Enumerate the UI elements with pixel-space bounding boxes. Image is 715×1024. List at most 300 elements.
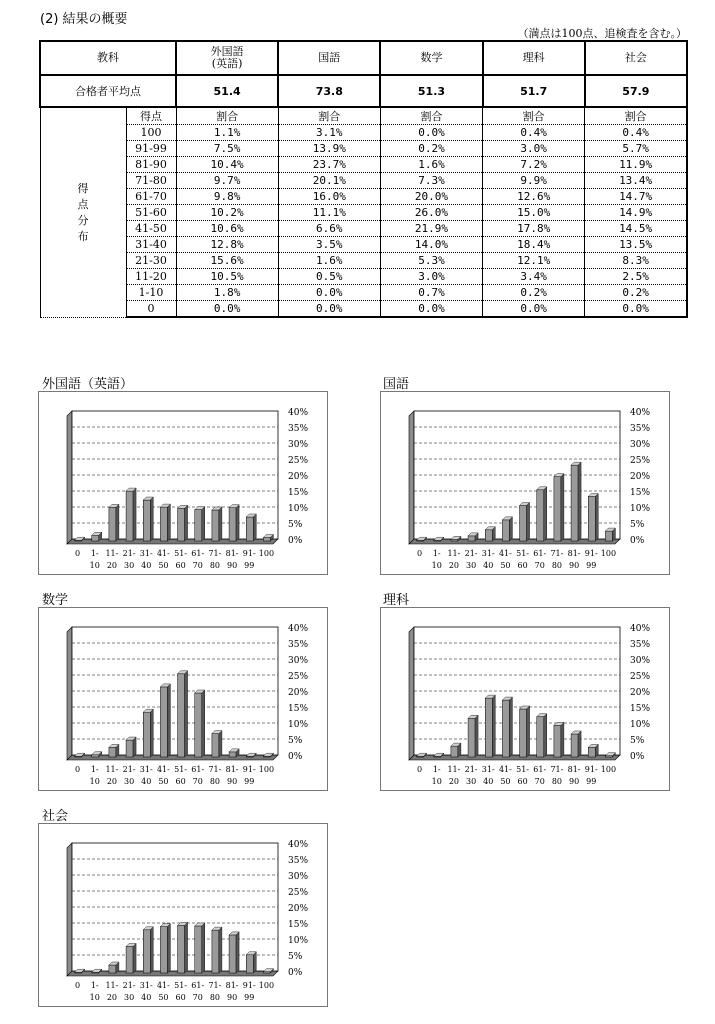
bar-front bbox=[485, 530, 492, 541]
ratio-value: 7.5% bbox=[176, 141, 278, 157]
ratio-value: 0.0% bbox=[380, 301, 482, 318]
x-tick-label: 50 bbox=[158, 777, 169, 786]
y-tick-label: 5% bbox=[288, 520, 303, 530]
x-tick-label: 1- bbox=[432, 765, 441, 774]
table-row bbox=[40, 221, 687, 237]
bar-front bbox=[229, 752, 236, 757]
ratio-value: 13.9% bbox=[278, 141, 380, 157]
bar-side bbox=[492, 695, 495, 757]
ratio-header: 割合 bbox=[483, 107, 585, 125]
x-tick-label: 40 bbox=[141, 993, 152, 1002]
x-tick-label: 20 bbox=[106, 993, 118, 1002]
y-tick-label: 0% bbox=[288, 536, 303, 546]
bar bbox=[195, 923, 205, 973]
ratio-value: 14.0% bbox=[380, 237, 482, 253]
y-tick-label: 35% bbox=[288, 856, 309, 866]
bar bbox=[178, 671, 188, 757]
x-tick-label: 20 bbox=[106, 561, 118, 570]
x-tick-label: 30 bbox=[465, 777, 477, 786]
bar bbox=[126, 943, 136, 973]
average-value: 51.7 bbox=[483, 75, 585, 107]
bar bbox=[451, 743, 461, 757]
bar-front bbox=[554, 477, 561, 541]
ratio-value: 9.9% bbox=[483, 173, 585, 189]
ratio-value: 26.0% bbox=[380, 205, 482, 221]
x-tick-label: 21- bbox=[464, 549, 478, 558]
chart-side-wall bbox=[67, 411, 72, 544]
bar-front bbox=[143, 500, 150, 541]
bar bbox=[229, 932, 239, 973]
x-tick-label: 61- bbox=[533, 765, 547, 774]
ratio-value: 11.9% bbox=[585, 157, 687, 173]
x-tick-label: 30 bbox=[123, 561, 135, 570]
ratio-value: 3.1% bbox=[278, 125, 380, 141]
ratio-value: 18.4% bbox=[483, 237, 585, 253]
bar-front bbox=[537, 717, 544, 757]
x-tick-label: 99 bbox=[244, 561, 255, 570]
bar-front bbox=[126, 740, 133, 757]
y-tick-label: 40% bbox=[630, 624, 651, 634]
y-tick-label: 40% bbox=[288, 624, 309, 634]
bar bbox=[109, 744, 119, 757]
bar bbox=[160, 924, 170, 973]
bar bbox=[160, 504, 170, 541]
chart-social bbox=[38, 823, 328, 1007]
x-tick-label: 100 bbox=[600, 765, 617, 774]
bar-front bbox=[212, 734, 219, 757]
bar-front bbox=[263, 537, 270, 541]
bar-front bbox=[160, 507, 167, 541]
x-tick-label: 51- bbox=[516, 765, 530, 774]
x-tick-label: 41- bbox=[498, 549, 512, 558]
bar-front bbox=[195, 510, 202, 541]
chart-side-wall bbox=[67, 627, 72, 760]
x-tick-label: 81- bbox=[567, 765, 581, 774]
x-tick-label: 10 bbox=[89, 561, 100, 570]
x-tick-label: 61- bbox=[533, 549, 547, 558]
x-tick-label: 0 bbox=[75, 981, 81, 990]
chart-title-japanese: 国語 bbox=[383, 377, 410, 392]
bar-front bbox=[92, 755, 99, 757]
ratio-value: 0.0% bbox=[380, 125, 482, 141]
x-tick-label: 50 bbox=[500, 777, 511, 786]
bar bbox=[143, 927, 153, 973]
bar-front bbox=[451, 539, 458, 541]
ratio-value: 0.0% bbox=[176, 301, 278, 318]
y-tick-label: 0% bbox=[288, 752, 303, 762]
x-tick-label: 0 bbox=[417, 549, 423, 558]
bar-side bbox=[219, 731, 222, 757]
bar-side bbox=[253, 514, 256, 541]
y-tick-label: 20% bbox=[630, 472, 651, 482]
y-tick-label: 5% bbox=[288, 952, 303, 962]
bar-side bbox=[509, 697, 512, 757]
bar bbox=[520, 502, 530, 541]
y-tick-label: 35% bbox=[288, 424, 309, 434]
score-range: 81-90 bbox=[126, 157, 176, 173]
x-tick-label: 80 bbox=[551, 777, 563, 786]
chart-science bbox=[380, 607, 670, 791]
bar-side bbox=[185, 671, 188, 757]
bar-side bbox=[167, 504, 170, 541]
bar bbox=[537, 487, 547, 541]
ratio-value: 11.1% bbox=[278, 205, 380, 221]
bar-side bbox=[202, 690, 205, 757]
bar-side bbox=[561, 474, 564, 541]
ratio-header: 割合 bbox=[278, 107, 380, 125]
bar-front bbox=[109, 747, 116, 757]
ratio-value: 0.0% bbox=[278, 301, 380, 318]
ratio-value: 10.2% bbox=[176, 205, 278, 221]
y-tick-label: 5% bbox=[288, 736, 303, 746]
ratio-value: 15.0% bbox=[483, 205, 585, 221]
x-tick-label: 30 bbox=[123, 777, 135, 786]
x-tick-label: 90 bbox=[226, 777, 238, 786]
bar bbox=[212, 731, 222, 757]
bar-side bbox=[150, 497, 153, 541]
distribution-cell bbox=[40, 107, 126, 317]
score-header: 得点 bbox=[126, 107, 176, 125]
bar-front bbox=[451, 746, 458, 757]
x-tick-label: 70 bbox=[192, 561, 203, 570]
x-tick-label: 31- bbox=[139, 765, 153, 774]
y-tick-label: 35% bbox=[630, 424, 651, 434]
table-row bbox=[40, 269, 687, 285]
x-tick-label: 1- bbox=[432, 549, 441, 558]
bar bbox=[126, 488, 136, 541]
bar bbox=[195, 690, 205, 757]
bar bbox=[554, 722, 564, 757]
bar bbox=[485, 527, 495, 541]
bar bbox=[605, 528, 615, 541]
x-tick-label: 99 bbox=[586, 777, 597, 786]
table-row bbox=[40, 173, 687, 189]
section-heading: (2) 結果の概要 bbox=[40, 12, 128, 27]
y-tick-label: 10% bbox=[288, 720, 309, 730]
bar-side bbox=[133, 488, 136, 541]
bar-side bbox=[544, 487, 547, 541]
bar bbox=[195, 507, 205, 541]
y-tick-label: 35% bbox=[288, 640, 309, 650]
x-tick-label: 40 bbox=[483, 777, 494, 786]
y-tick-label: 0% bbox=[630, 536, 645, 546]
chart-side-wall bbox=[409, 627, 414, 760]
bar-front bbox=[126, 491, 133, 541]
score-range: 0 bbox=[126, 301, 176, 318]
x-tick-label: 0 bbox=[75, 765, 81, 774]
bar-side bbox=[475, 715, 478, 757]
ratio-value: 14.9% bbox=[585, 205, 687, 221]
x-tick-label: 81- bbox=[225, 981, 239, 990]
bar-front bbox=[502, 700, 509, 757]
bar-front bbox=[229, 508, 236, 541]
x-tick-label: 99 bbox=[244, 993, 255, 1002]
y-tick-label: 30% bbox=[630, 440, 651, 450]
x-tick-label: 20 bbox=[448, 561, 460, 570]
table-row bbox=[40, 141, 687, 157]
bar bbox=[212, 927, 222, 973]
ratio-value: 23.7% bbox=[278, 157, 380, 173]
bar-side bbox=[133, 943, 136, 973]
ratio-value: 20.0% bbox=[380, 189, 482, 205]
bar-front bbox=[468, 718, 475, 757]
bar-front bbox=[126, 946, 133, 973]
table-row bbox=[40, 253, 687, 269]
chart-title-math: 数学 bbox=[42, 593, 69, 608]
ratio-value: 5.3% bbox=[380, 253, 482, 269]
bar bbox=[502, 517, 512, 541]
table-row bbox=[40, 189, 687, 205]
x-tick-label: 40 bbox=[141, 561, 152, 570]
bar-front bbox=[160, 687, 167, 757]
ratio-value: 5.7% bbox=[585, 141, 687, 157]
y-tick-label: 25% bbox=[630, 672, 651, 682]
bar-front bbox=[246, 517, 253, 541]
x-tick-label: 10 bbox=[89, 777, 100, 786]
x-tick-label: 50 bbox=[158, 993, 169, 1002]
subject-name: 数学 bbox=[380, 41, 482, 75]
ratio-value: 20.1% bbox=[278, 173, 380, 189]
bar-side bbox=[578, 731, 581, 757]
bar bbox=[554, 474, 564, 541]
x-tick-label: 20 bbox=[448, 777, 460, 786]
x-tick-label: 90 bbox=[568, 777, 580, 786]
bar-front bbox=[109, 965, 116, 973]
bar-side bbox=[150, 927, 153, 973]
x-tick-label: 51- bbox=[174, 765, 188, 774]
bar-front bbox=[212, 510, 219, 541]
subject-name: 理科 bbox=[483, 41, 585, 75]
bar-front bbox=[588, 747, 595, 757]
x-tick-label: 51- bbox=[174, 981, 188, 990]
y-tick-label: 35% bbox=[630, 640, 651, 650]
ratio-value: 3.0% bbox=[380, 269, 482, 285]
x-tick-label: 11- bbox=[105, 981, 119, 990]
score-range: 71-80 bbox=[126, 173, 176, 189]
ratio-value: 0.0% bbox=[585, 301, 687, 318]
x-tick-label: 71- bbox=[550, 549, 564, 558]
bar-side bbox=[185, 505, 188, 541]
average-label: 合格者平均点 bbox=[40, 75, 176, 107]
x-tick-label: 31- bbox=[139, 981, 153, 990]
x-tick-label: 41- bbox=[156, 981, 170, 990]
y-tick-label: 5% bbox=[630, 520, 645, 530]
y-tick-label: 20% bbox=[288, 904, 309, 914]
y-tick-label: 15% bbox=[288, 704, 309, 714]
bar-front bbox=[571, 734, 578, 757]
chart-title-social: 社会 bbox=[42, 809, 69, 824]
bar-front bbox=[554, 725, 561, 757]
x-tick-label: 40 bbox=[141, 777, 152, 786]
x-tick-label: 60 bbox=[175, 993, 186, 1002]
score-range: 21-30 bbox=[126, 253, 176, 269]
x-tick-label: 100 bbox=[258, 981, 275, 990]
subject-header: 教科 bbox=[40, 41, 176, 75]
chart-title-english: 外国語（英語） bbox=[42, 377, 134, 392]
bar bbox=[502, 697, 512, 757]
bar-front bbox=[571, 465, 578, 541]
y-tick-label: 15% bbox=[288, 920, 309, 930]
ratio-value: 0.4% bbox=[483, 125, 585, 141]
y-tick-label: 0% bbox=[288, 968, 303, 978]
x-tick-label: 10 bbox=[431, 561, 442, 570]
bar-side bbox=[236, 505, 239, 541]
ratio-value: 1.6% bbox=[380, 157, 482, 173]
ratio-value: 13.4% bbox=[585, 173, 687, 189]
x-tick-label: 81- bbox=[567, 549, 581, 558]
table-header-row bbox=[40, 41, 687, 75]
ratio-value: 9.7% bbox=[176, 173, 278, 189]
bar-side bbox=[544, 714, 547, 757]
y-tick-label: 25% bbox=[630, 456, 651, 466]
bar-front bbox=[468, 536, 475, 541]
y-tick-label: 30% bbox=[630, 656, 651, 666]
x-tick-label: 0 bbox=[75, 549, 81, 558]
bar bbox=[212, 507, 222, 541]
x-tick-label: 21- bbox=[122, 981, 136, 990]
ratio-value: 3.4% bbox=[483, 269, 585, 285]
bar-side bbox=[202, 507, 205, 541]
y-tick-label: 10% bbox=[288, 504, 309, 514]
ratio-value: 0.5% bbox=[278, 269, 380, 285]
bar-side bbox=[219, 507, 222, 541]
bar bbox=[109, 504, 119, 541]
bar bbox=[229, 505, 239, 541]
ratio-value: 1.6% bbox=[278, 253, 380, 269]
x-tick-label: 80 bbox=[209, 993, 221, 1002]
x-tick-label: 30 bbox=[123, 993, 135, 1002]
bar-front bbox=[246, 955, 253, 973]
x-tick-label: 60 bbox=[517, 561, 528, 570]
ratio-value: 17.8% bbox=[483, 221, 585, 237]
bar-side bbox=[133, 737, 136, 757]
bar-front bbox=[109, 507, 116, 541]
y-tick-label: 25% bbox=[288, 456, 309, 466]
chart-side-wall bbox=[67, 843, 72, 976]
y-tick-label: 25% bbox=[288, 672, 309, 682]
ratio-value: 16.0% bbox=[278, 189, 380, 205]
bar-side bbox=[167, 924, 170, 973]
x-tick-label: 51- bbox=[516, 549, 530, 558]
bar-front bbox=[588, 497, 595, 541]
average-value: 51.4 bbox=[176, 75, 278, 107]
x-tick-label: 21- bbox=[122, 765, 136, 774]
x-tick-label: 61- bbox=[191, 549, 205, 558]
bar-front bbox=[143, 712, 150, 757]
x-tick-label: 31- bbox=[139, 549, 153, 558]
ratio-value: 13.5% bbox=[585, 237, 687, 253]
y-tick-label: 10% bbox=[288, 936, 309, 946]
ratio-header: 割合 bbox=[176, 107, 278, 125]
bar bbox=[246, 952, 256, 973]
x-tick-label: 41- bbox=[156, 549, 170, 558]
ratio-value: 0.2% bbox=[483, 285, 585, 301]
x-tick-label: 61- bbox=[191, 981, 205, 990]
chart-english bbox=[38, 391, 328, 575]
bar bbox=[126, 737, 136, 757]
x-tick-label: 31- bbox=[481, 549, 495, 558]
y-tick-label: 15% bbox=[630, 704, 651, 714]
bar-front bbox=[195, 693, 202, 757]
distribution-header-row bbox=[40, 107, 687, 125]
x-tick-label: 70 bbox=[534, 777, 545, 786]
score-range: 51-60 bbox=[126, 205, 176, 221]
bar bbox=[229, 749, 239, 757]
ratio-value: 3.5% bbox=[278, 237, 380, 253]
x-tick-label: 100 bbox=[258, 549, 275, 558]
bar-front bbox=[520, 505, 527, 541]
x-tick-label: 91- bbox=[584, 765, 598, 774]
ratio-value: 0.4% bbox=[585, 125, 687, 141]
x-tick-label: 91- bbox=[242, 549, 256, 558]
bar bbox=[588, 494, 598, 541]
x-tick-label: 80 bbox=[551, 561, 563, 570]
score-range: 41-50 bbox=[126, 221, 176, 237]
subject-name: 社会 bbox=[585, 41, 687, 75]
x-tick-label: 90 bbox=[226, 561, 238, 570]
ratio-value: 0.0% bbox=[278, 285, 380, 301]
y-tick-label: 20% bbox=[288, 688, 309, 698]
y-tick-label: 30% bbox=[288, 440, 309, 450]
y-tick-label: 5% bbox=[630, 736, 645, 746]
ratio-header: 割合 bbox=[380, 107, 482, 125]
x-tick-label: 60 bbox=[175, 777, 186, 786]
x-tick-label: 21- bbox=[464, 765, 478, 774]
ratio-value: 10.5% bbox=[176, 269, 278, 285]
x-tick-label: 60 bbox=[175, 561, 186, 570]
bar bbox=[485, 695, 495, 757]
ratio-value: 15.6% bbox=[176, 253, 278, 269]
bar-front bbox=[143, 930, 150, 973]
bar bbox=[92, 532, 102, 541]
bar-front bbox=[229, 935, 236, 973]
bar-front bbox=[502, 520, 509, 541]
ratio-value: 0.2% bbox=[585, 285, 687, 301]
ratio-value: 14.7% bbox=[585, 189, 687, 205]
x-tick-label: 10 bbox=[89, 993, 100, 1002]
bar-side bbox=[219, 927, 222, 973]
ratio-value: 6.6% bbox=[278, 221, 380, 237]
chart-math bbox=[38, 607, 328, 791]
y-tick-label: 25% bbox=[288, 888, 309, 898]
bar bbox=[160, 684, 170, 757]
bar bbox=[178, 505, 188, 541]
table-row bbox=[40, 125, 687, 141]
x-tick-label: 91- bbox=[584, 549, 598, 558]
bar-front bbox=[485, 698, 492, 757]
x-tick-label: 1- bbox=[90, 549, 99, 558]
bar-side bbox=[561, 722, 564, 757]
subject-name: 国語 bbox=[278, 41, 380, 75]
subject-name: 外国語 (英語) bbox=[176, 41, 278, 75]
bar bbox=[571, 731, 581, 757]
x-tick-label: 41- bbox=[156, 765, 170, 774]
y-tick-label: 20% bbox=[630, 688, 651, 698]
x-tick-label: 91- bbox=[242, 981, 256, 990]
y-tick-label: 30% bbox=[288, 656, 309, 666]
x-tick-label: 71- bbox=[550, 765, 564, 774]
y-tick-label: 15% bbox=[630, 488, 651, 498]
x-tick-label: 50 bbox=[158, 561, 169, 570]
average-value: 51.3 bbox=[380, 75, 482, 107]
table-row bbox=[40, 157, 687, 173]
x-tick-label: 71- bbox=[208, 981, 222, 990]
average-value: 73.8 bbox=[278, 75, 380, 107]
bar-side bbox=[185, 922, 188, 973]
ratio-value: 0.0% bbox=[483, 301, 585, 318]
ratio-value: 12.6% bbox=[483, 189, 585, 205]
ratio-value: 1.1% bbox=[176, 125, 278, 141]
